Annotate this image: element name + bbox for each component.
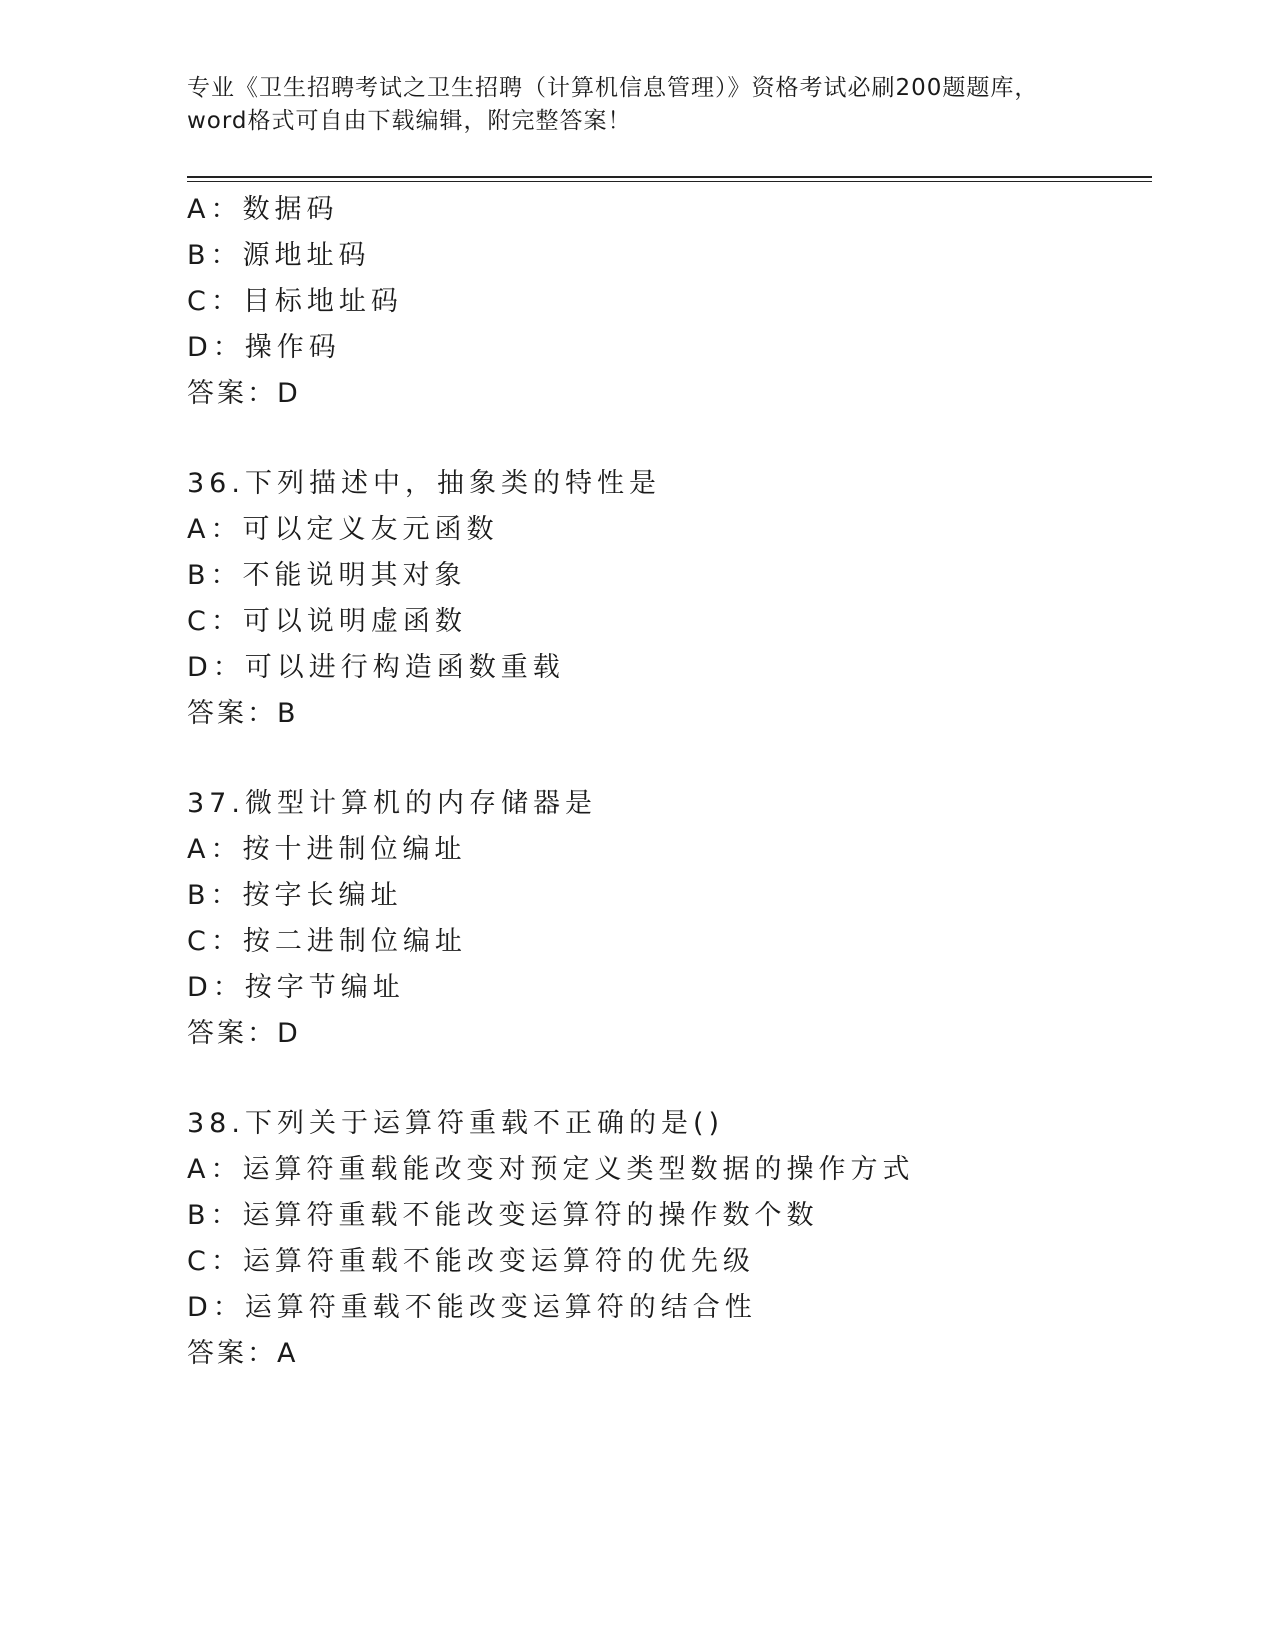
header-divider-thick [187, 176, 1152, 178]
option-b: B：按字长编址 [187, 880, 403, 911]
option-c: C：运算符重载不能改变运算符的优先级 [187, 1246, 755, 1277]
option-a: A：可以定义友元函数 [187, 514, 499, 545]
header-line-1: 专业《卫生招聘考试之卫生招聘（计算机信息管理）》资格考试必刷200题题库， [187, 75, 1039, 101]
document-header [187, 72, 1087, 138]
option-d: D：操作码 [187, 332, 341, 363]
question-spacer [187, 1057, 1152, 1101]
option-b: B：运算符重载不能改变运算符的操作数个数 [187, 1200, 819, 1231]
answer: 答案：D [187, 1018, 301, 1049]
option-b: B：不能说明其对象 [187, 560, 467, 591]
option-a: A：数据码 [187, 194, 339, 225]
header-divider-thin [187, 181, 1152, 182]
question-38 [187, 1101, 1152, 1377]
question-36 [187, 461, 1152, 737]
option-d: D：可以进行构造函数重载 [187, 652, 565, 683]
option-d: D：按字节编址 [187, 972, 405, 1003]
question-title: 38.下列关于运算符重载不正确的是() [187, 1108, 725, 1139]
option-c: C：目标地址码 [187, 286, 403, 317]
option-b: B：源地址码 [187, 240, 371, 271]
question-title: 36.下列描述中，抽象类的特性是 [187, 468, 661, 499]
question-title: 37.微型计算机的内存储器是 [187, 788, 597, 819]
question-spacer [187, 417, 1152, 461]
answer: 答案：D [187, 378, 301, 409]
question-37 [187, 781, 1152, 1057]
question-list [187, 187, 1152, 1377]
answer: 答案：B [187, 698, 299, 729]
option-a: A：按十进制位编址 [187, 834, 467, 865]
header-line-2: word格式可自由下载编辑，附完整答案！ [187, 108, 632, 134]
question-spacer [187, 737, 1152, 781]
option-c: C：按二进制位编址 [187, 926, 467, 957]
option-a: A：运算符重载能改变对预定义类型数据的操作方式 [187, 1154, 915, 1185]
option-c: C：可以说明虚函数 [187, 606, 467, 637]
option-d: D：运算符重载不能改变运算符的结合性 [187, 1292, 757, 1323]
answer: 答案：A [187, 1338, 299, 1369]
question-35 [187, 187, 1152, 417]
